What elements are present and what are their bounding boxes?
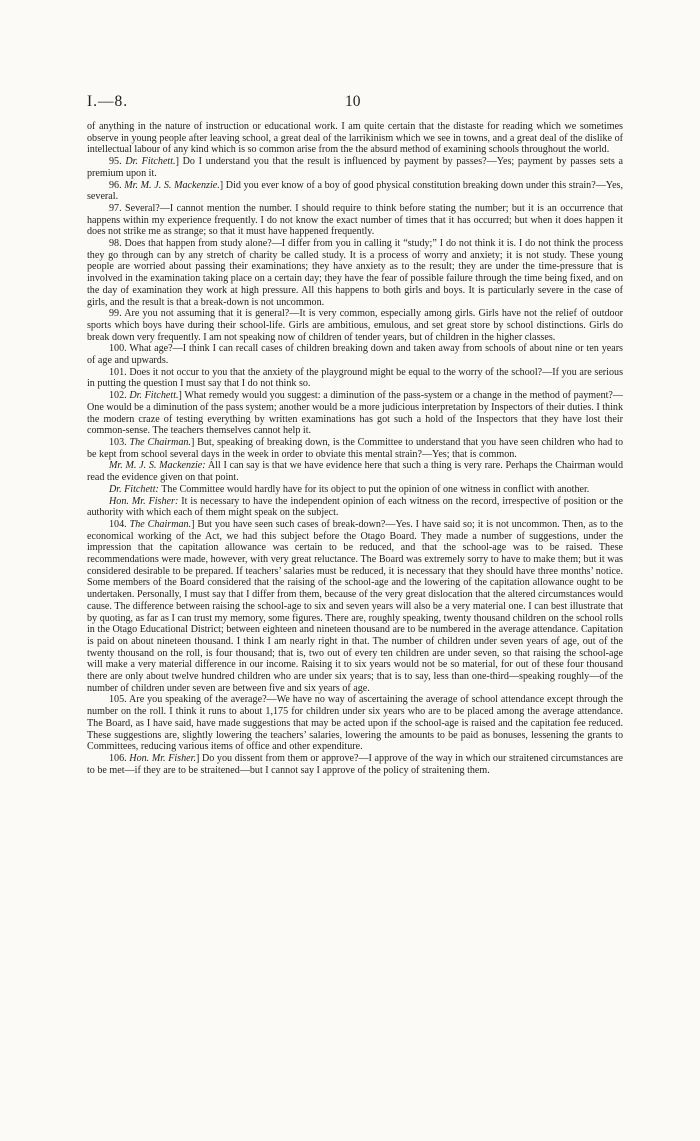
paragraph-p0 [87,121,623,156]
paragraph-p103a [87,460,623,483]
text-segment: 99. Are you not assuming that it is general?—It is very common, especially among girls. Girls have not the relief of outdoor sports which boys have during their school-life. Girls are ambitious, emulous, and set great store by school distinctions. Girls do break down very frequently. I am not speaking now of children of tender years, but of children in the higher classes. [87,308,623,343]
paragraph-p96 [87,180,623,203]
text-segment: 101. Does it not occur to you that the anxiety of the playground might be equal to the worry of the school?—If you are serious in putting the question I must say that I do not think so. [87,366,623,390]
text-segment: 102. [109,390,130,402]
paragraph-p106 [87,753,623,776]
speaker-name: Hon. Mr. Fisher. [129,752,196,764]
speaker-name: Mr. M. J. S. Mackenzie. [124,179,220,191]
text-segment: 97. Several?—I cannot mention the number. I should require to think before stating the number; but it is an occurrence that happens within my experience frequently. I do not know the exact number of times that it has occurred; but when it does happen it does not strike me as strange; so that it must have happened frequently. [87,202,623,238]
page-number: 10 [345,93,361,110]
text-segment: ] Do I understand you that the result is influenced by payment by passes?—Yes; payment by passes sets a premium upon it. [87,156,624,179]
text-segment: ] But, speaking of breaking down, is the Committee to understand that you have seen children who had to be kept from school several days in the week in order to obviate this mental strain?—Yes; that is common. [87,436,623,460]
paragraph-p97 [87,203,623,238]
text-segment: ] What remedy would you suggest: a diminution of the pass-system or a change in the method of payment?—One would be a diminution of the pass system; another would be a more judicious interpretation by Inspectors of their duties. I think the modern craze of testing everything by written examinations has got such a hold of the Inspectors that they have lost their common-sense. The teachers themselves cannot help it. [87,390,623,437]
speaker-name: Mr. M. J. S. Mackenzie: [109,460,206,472]
paragraph-p104 [87,519,623,695]
text-segment: 98. Does that happen from study alone?—I differ from you in calling it “study;” I do not think it is. I do not think the process they go through can by any stretch of charity be called study. It is a process of worry and anxiety; it is not study. These young people are worried about passing their examinations; they have anxiety as to the result; they are under the time-pressure that is involved in the examination taking place on a certain day; they have the fear of possible failure through the time being fixed, and on the day of examination they work at high pressure. All this happens to both girls and boys. It is particularly severe in the case of girls, and the result is that a break-down is not uncommon. [87,238,623,308]
text-segment: ] Do you dissent from them or approve?—I approve of the way in which our straitened circumstances are to be met—if they are to be straitened—but I cannot say I approve of the policy of straitening them. [87,752,624,776]
text-segment: 95. [109,156,126,168]
text-segment: 106. [109,752,130,764]
paragraph-p103 [87,437,623,460]
speaker-name: Dr. Fitchett. [129,390,179,402]
speaker-name: Dr. Fitchett. [125,156,176,168]
paragraph-p98 [87,238,623,308]
text-segment: The Committee would hardly have for its object to put the opinion of one witness in conflict with another. [158,483,590,495]
paragraph-p99 [87,308,623,343]
paragraph-p102 [87,390,623,437]
speaker-name: Hon. Mr. Fisher: [109,495,179,507]
text-segment: of anything in the nature of instruction or educational work. I am quite certain that the distaste for reading which we sometimes observe in young people after leaving school, a great deal of the larrikinism which we see in towns, and a great deal of the dislike of intellectual labour of any kind which is so common arise from the the absurd method of examining schools throughout the world. [87,121,623,156]
paragraph-p105 [87,694,623,753]
text-segment: 96. [109,179,125,191]
text-segment: 100. What age?—I think I can recall cases of children breaking down and taken away from schools of about nine or ten years of age and upwards. [87,343,623,367]
evidence-text [87,121,623,776]
speaker-name: Dr. Fitchett: [109,483,159,495]
page-header [87,93,623,113]
paragraph-p103b [87,484,623,496]
text-segment: ] Did you ever know of a boy of good physical constitution breaking down under this strain?—Yes, several. [87,179,623,203]
paragraph-p95 [87,156,623,179]
text-segment: ] But you have seen such cases of break-down?—Yes. I have said so; it is not uncommon. Then, as to the economical working of the Act, we had this subject before the Otago Board. They made a number of suggestions, under the impression that the capitation allowance was certain to be reduced, and that the school-age was to be raised. These recommendations were made, however, with very great reluctance. The Board was extremely sorry to have to make them; but it was considered desirable to be prepared. If teachers’ salaries must be reduced, it is necessary that they should have three months’ notice. Some members of the Board considered that the raising of the school-age and the lowering of the capitation allowance ought to be undertaken. Personally, I must say that I differ from them, because of the very great dislocation that the altered circumstances would cause. The difference between raising the school-age to six and seven years will also be a very material one. I can best illustrate that by quoting, as far as I can trust my memory, some figures. There are, roughly speaking, twenty thousand children on the school rolls in the Otago Educational District; between eighteen and nineteen thousand are to be numbered in the average attendance. Capitation is paid on about nineteen thousand. I think I am nearly right in that. The number of children under seven years of age, out of the twenty thousand on the roll, is four thousand; that is, two out of every ten children are under seven, so that raising the school-age will make a very material difference in our income. Raising it to six years would not be so material, for out of these four thousand there are only about twelve hundred children who are under six years; that is to say, less than one-third—speaking roughly—of the number of children under seven are between five and six years of age. [87,518,624,694]
text-segment: 104. [109,518,130,530]
paper-reference: I.—8. [87,93,129,110]
paragraph-p100 [87,343,623,366]
paragraph-p103c [87,496,623,519]
speaker-name: The Chairman. [129,518,192,530]
speaker-name: The Chairman. [129,436,191,448]
text-segment: All I can say is that we have evidence here that such a thing is very rare. Perhaps the Chairman would read the evidence given on that point. [87,460,623,484]
paragraph-p101 [87,367,623,390]
text-segment: It is necessary to have the independent opinion of each witness on the record, irrespective of position or the authority with which each of them might speak on the subject. [87,495,623,519]
text-segment: 103. [109,436,130,448]
text-segment: 105. Are you speaking of the average?—We have no way of ascertaining the average of school attendance except through the number on the roll. I think it runs to about 1,175 for children under six years who are to be placed among the average attendance. The Board, as I have said, have made suggestions that may be acted upon if the school-age is raised and the capitation fee reduced. These suggestions are, slightly lowering the teachers’ salaries, lowering the amounts to be paid as bonuses, lessening the grants to Committees, reducing various items of office and other expenditure. [87,694,623,753]
